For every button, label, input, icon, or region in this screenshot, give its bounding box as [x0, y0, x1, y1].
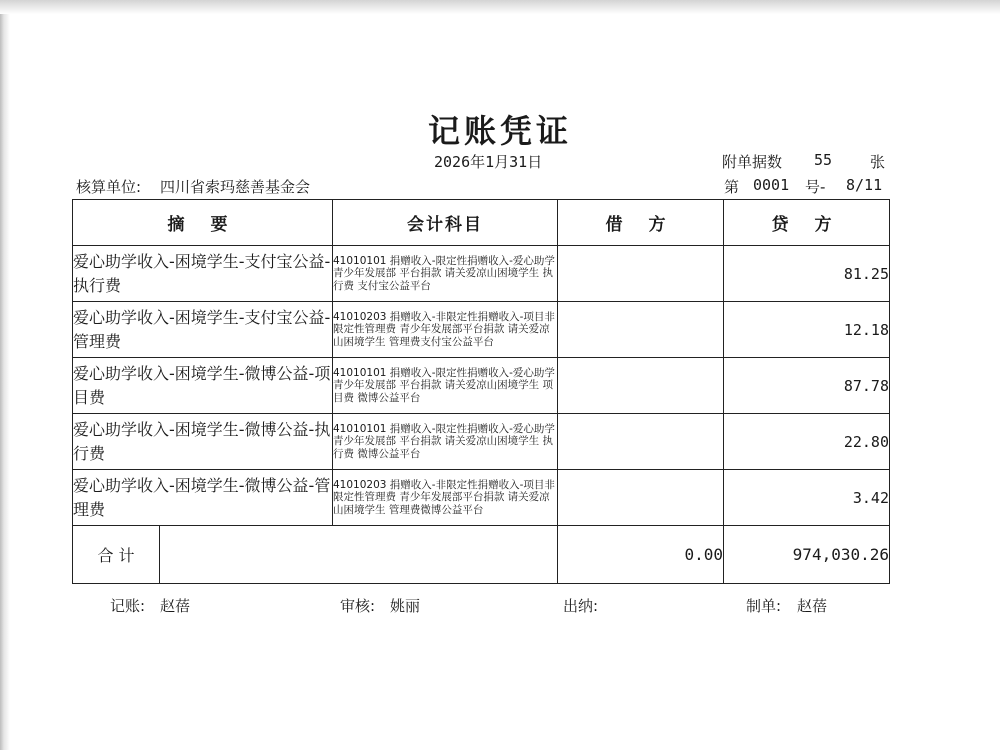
unit-name: 四川省索玛慈善基金会: [160, 178, 311, 196]
voucher-no-prefix: 第: [724, 178, 740, 196]
total-account: [160, 526, 557, 583]
row-credit: 87.78: [724, 358, 890, 414]
row-account: 41010101 捐赠收入-限定性捐赠收入-爱心助学 青少年发展部 平台捐款 请关爱凉山困境学生 执行费 支付宝公益平台: [333, 246, 558, 302]
table-row: [73, 358, 890, 414]
voucher-no-suffix: 号-: [805, 178, 826, 196]
bookkeeper-name: 赵蓓: [160, 597, 191, 615]
row-summary: 爱心助学收入-困境学生-支付宝公益-执行费: [73, 246, 333, 302]
attachments-count: 55: [814, 151, 833, 169]
cashier-label: 出纳:: [563, 597, 599, 615]
row-summary: 爱心助学收入-困境学生-支付宝公益-管理费: [73, 302, 333, 358]
header-debit: 借 方: [558, 200, 724, 246]
total-row: [73, 526, 890, 584]
total-credit: 974,030.26: [724, 526, 890, 584]
total-debit: 0.00: [558, 526, 724, 584]
row-debit: [558, 302, 724, 358]
row-summary: 爱心助学收入-困境学生-微博公益-管理费: [73, 470, 333, 526]
table-row: [73, 470, 890, 526]
row-summary: 爱心助学收入-困境学生-微博公益-执行费: [73, 414, 333, 470]
voucher-title: 记账凭证: [427, 112, 572, 150]
header-summary: 摘 要: [73, 200, 333, 246]
preparer-label: 制单:: [746, 597, 782, 615]
voucher-page-number: 8/11: [846, 176, 883, 194]
row-account: 41010101 捐赠收入-限定性捐赠收入-爱心助学 青少年发展部 平台捐款 请关爱凉山困境学生 执行费 微博公益平台: [333, 414, 558, 470]
row-account: 41010203 捐赠收入-非限定性捐赠收入-项目非限定性管理费 青少年发展部平台捐款 请关爱凉山困境学生 管理费支付宝公益平台: [333, 302, 558, 358]
total-label-cell: [73, 526, 558, 584]
reviewer-name: 姚丽: [390, 597, 421, 615]
header-account: 会计科目: [333, 200, 558, 246]
table-row: [73, 414, 890, 470]
total-label: 合 计: [73, 526, 160, 583]
row-debit: [558, 470, 724, 526]
header-credit: 贷 方: [724, 200, 890, 246]
bookkeeper-label: 记账:: [110, 597, 146, 615]
row-credit: 12.18: [724, 302, 890, 358]
row-debit: [558, 246, 724, 302]
row-credit: 81.25: [724, 246, 890, 302]
row-debit: [558, 358, 724, 414]
preparer-name: 赵蓓: [797, 597, 828, 615]
scan-top-shadow: [0, 0, 1000, 14]
table-header-row: [73, 200, 890, 246]
table-row: [73, 302, 890, 358]
unit-label: 核算单位:: [76, 178, 142, 196]
reviewer-label: 审核:: [340, 597, 376, 615]
voucher-date: 2026年1月31日: [434, 153, 543, 171]
row-credit: 22.80: [724, 414, 890, 470]
voucher-table: [72, 199, 890, 584]
row-debit: [558, 414, 724, 470]
attachments-label: 附单据数: [722, 153, 783, 171]
row-account: 41010101 捐赠收入-限定性捐赠收入-爱心助学 青少年发展部 平台捐款 请关爱凉山困境学生 项目费 微博公益平台: [333, 358, 558, 414]
attachments-unit: 张: [870, 153, 886, 171]
table-row: [73, 246, 890, 302]
row-summary: 爱心助学收入-困境学生-微博公益-项目费: [73, 358, 333, 414]
voucher-no-value: 0001: [753, 176, 790, 194]
row-credit: 3.42: [724, 470, 890, 526]
row-account: 41010203 捐赠收入-非限定性捐赠收入-项目非限定性管理费 青少年发展部平台捐款 请关爱凉山困境学生 管理费微博公益平台: [333, 470, 558, 526]
